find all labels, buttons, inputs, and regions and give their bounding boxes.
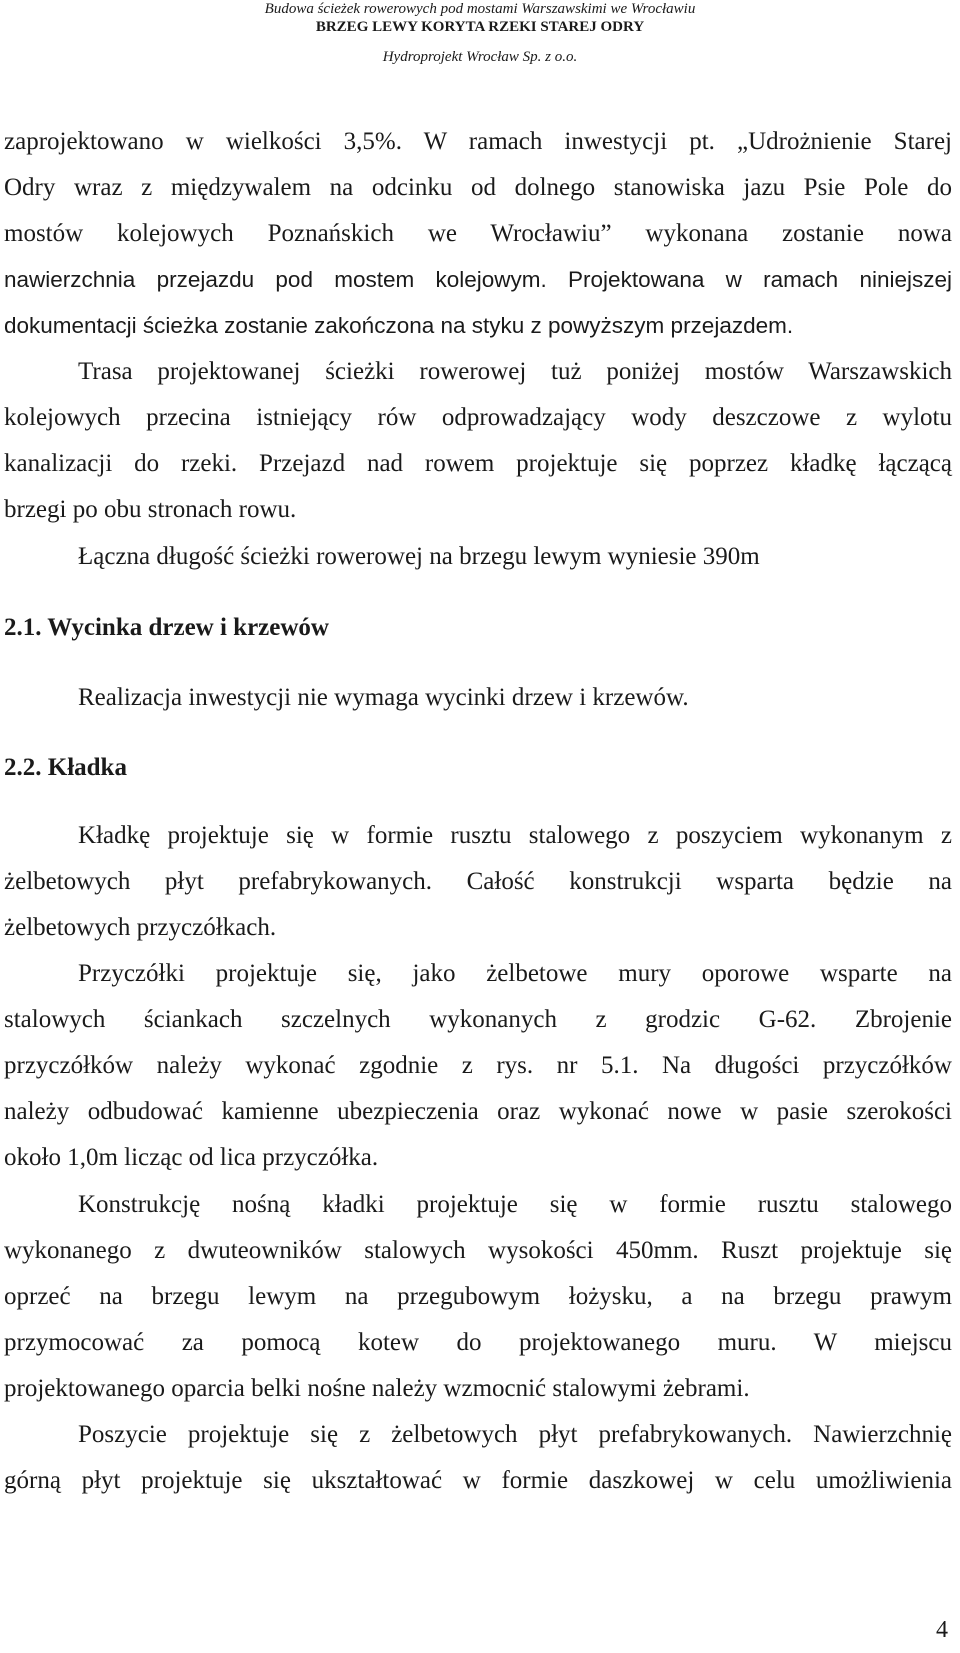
- kladka-p3-line-5: projektowanego oparcia belki nośne należy wzmocnić stalowymi żebrami.: [4, 1375, 750, 1402]
- header-subtitle: BRZEG LEWY KORYTA RZEKI STAREJ ODRY: [315, 19, 645, 35]
- section-2-2-heading: 2.2. Kładka: [4, 754, 127, 781]
- trasa-line-1: Trasa projektowanej ścieżki rowerowej tuż poniżej mostów Warszawskich: [78, 358, 952, 385]
- kladka-p4-line-1: Poszycie projektuje się z żelbetowych płyt prefabrykowanych. Nawierzchnię: [78, 1421, 952, 1448]
- kladka-p1-line-1: Kładkę projektuje się w formie rusztu stalowego z poszyciem wykonanym z: [78, 822, 952, 849]
- intro-line-1: zaprojektowano w wielkości 3,5%. W ramach inwestycji pt. „Udrożnienie Starej: [4, 128, 952, 155]
- kladka-p3-line-2: wykonanego z dwuteowników stalowych wysokości 450mm. Ruszt projektuje się: [4, 1237, 952, 1264]
- intro-line-4: nawierzchnia przejazdu pod mostem kolejowym. Projektowana w ramach niniejszej: [4, 267, 952, 292]
- page-number: 4: [936, 1617, 948, 1643]
- kladka-p2-line-2: stalowych ściankach szczelnych wykonanych z grodzic G-62. Zbrojenie: [4, 1006, 952, 1033]
- intro-line-2: Odry wraz z międzywalem na odcinku od dolnego stanowiska jazu Psie Pole do: [4, 174, 952, 201]
- kladka-p1-line-2: żelbetowych płyt prefabrykowanych. Całość konstrukcji wsparta będzie na: [4, 868, 952, 895]
- kladka-p3-line-1: Konstrukcję nośną kładki projektuje się w formie rusztu stalowego: [78, 1191, 952, 1218]
- intro-line-5: dokumentacji ścieżka zostanie zakończona na styku z powyższym przejazdem.: [4, 313, 794, 338]
- trasa-line-3: kanalizacji do rzeki. Przejazd nad rowem projektuje się poprzez kładkę łączącą: [4, 450, 952, 477]
- header-project-title: Budowa ścieżek rowerowych pod mostami Warszawskimi we Wrocławiu: [264, 1, 696, 17]
- kladka-p2-line-3: przyczółków należy wykonać zgodnie z rys. nr 5.1. Na długości przyczółków: [4, 1052, 952, 1079]
- kladka-p2-line-5: około 1,0m licząc od lica przyczółka.: [4, 1144, 379, 1171]
- trasa-line-2: kolejowych przecina istniejący rów odprowadzający wody deszczowe z wylotu: [4, 404, 952, 431]
- header-company: Hydroprojekt Wrocław Sp. z o.o.: [382, 49, 578, 65]
- trasa-line-4: brzegi po obu stronach rowu.: [4, 496, 297, 523]
- kladka-p4-line-2: górną płyt projektuje się ukształtować w formie daszkowej w celu umożliwienia: [4, 1467, 952, 1494]
- kladka-p1-line-3: żelbetowych przyczółkach.: [4, 914, 277, 941]
- intro-line-3: mostów kolejowych Poznańskich we Wrocławiu” wykonana zostanie nowa: [4, 220, 952, 247]
- kladka-p2-line-4: należy odbudować kamienne ubezpieczenia oraz wykonać nowe w pasie szerokości: [4, 1098, 952, 1125]
- kladka-p3-line-4: przymocować za pomocą kotew do projektowanego muru. W miejscu: [4, 1329, 952, 1356]
- section-2-1-text: Realizacja inwestycji nie wymaga wycinki drzew i krzewów.: [78, 684, 689, 711]
- kladka-p2-line-1: Przyczółki projektuje się, jako żelbetowe mury oporowe wsparte na: [78, 960, 952, 987]
- total-length-line: Łączna długość ścieżki rowerowej na brzegu lewym wyniesie 390m: [78, 543, 760, 570]
- kladka-p3-line-3: oprzeć na brzegu lewym na przegubowym łożysku, a na brzegu prawym: [4, 1283, 952, 1310]
- section-2-1-heading: 2.1. Wycinka drzew i krzewów: [4, 614, 329, 641]
